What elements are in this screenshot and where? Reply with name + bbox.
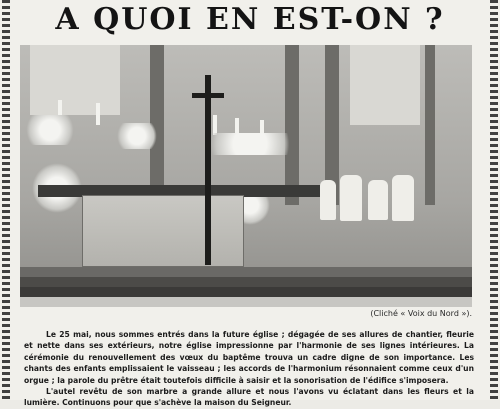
photo-caption: (Cliché « Voix du Nord »).: [370, 309, 472, 318]
decorative-border-left: [2, 0, 10, 400]
candle: [213, 115, 217, 135]
photo-window: [30, 45, 120, 115]
altar-front: [82, 195, 244, 267]
candle: [96, 103, 100, 125]
person-figure: [320, 180, 336, 220]
person-figure: [368, 180, 388, 220]
flower-arrangement: [112, 123, 162, 149]
photo-column: [285, 45, 299, 205]
altar-step: [20, 287, 472, 297]
altar-step: [20, 277, 472, 287]
article-headline: A QUOI EN EST-ON ?: [55, 2, 445, 37]
flower-arrangement: [20, 115, 80, 145]
article-paragraph: Le 25 mai, nous sommes entrés dans la future église ; dégagée de ses allures de chantier, fleurie et nette dans ses extérieurs, notre église impressionne par l'harmonie de ses lignes intérieures. La cérémonie du renouvellement des vœux du baptême trouva un cadre digne de son importance. Les chants des enfants emplissaient le vaisseau ; les accords de l'harmonium résonnaient comme ceux d'un orgue ; la parole du prêtre était toutefois difficile à saisir et la sonorisation de l'édifice s'imposera.: [24, 330, 474, 385]
flower-arrangement: [195, 133, 305, 155]
article-paragraph: L'autel revêtu de son marbre a grande allure et nous l'avons vu éclatant dans les fleurs et la lumière. Continuons pour que s'achève la maison du Seigneur.: [24, 387, 474, 408]
church-floor: [20, 297, 472, 307]
church-altar-photo: [20, 45, 472, 307]
altar-step: [20, 267, 472, 277]
person-figure: [392, 175, 414, 221]
photo-column: [425, 45, 435, 205]
cross-arm: [192, 93, 224, 98]
photo-window: [350, 45, 420, 125]
person-figure: [340, 175, 362, 221]
decorative-border-right: [490, 0, 498, 400]
cross-icon: [205, 75, 211, 265]
article-body: [24, 329, 474, 409]
